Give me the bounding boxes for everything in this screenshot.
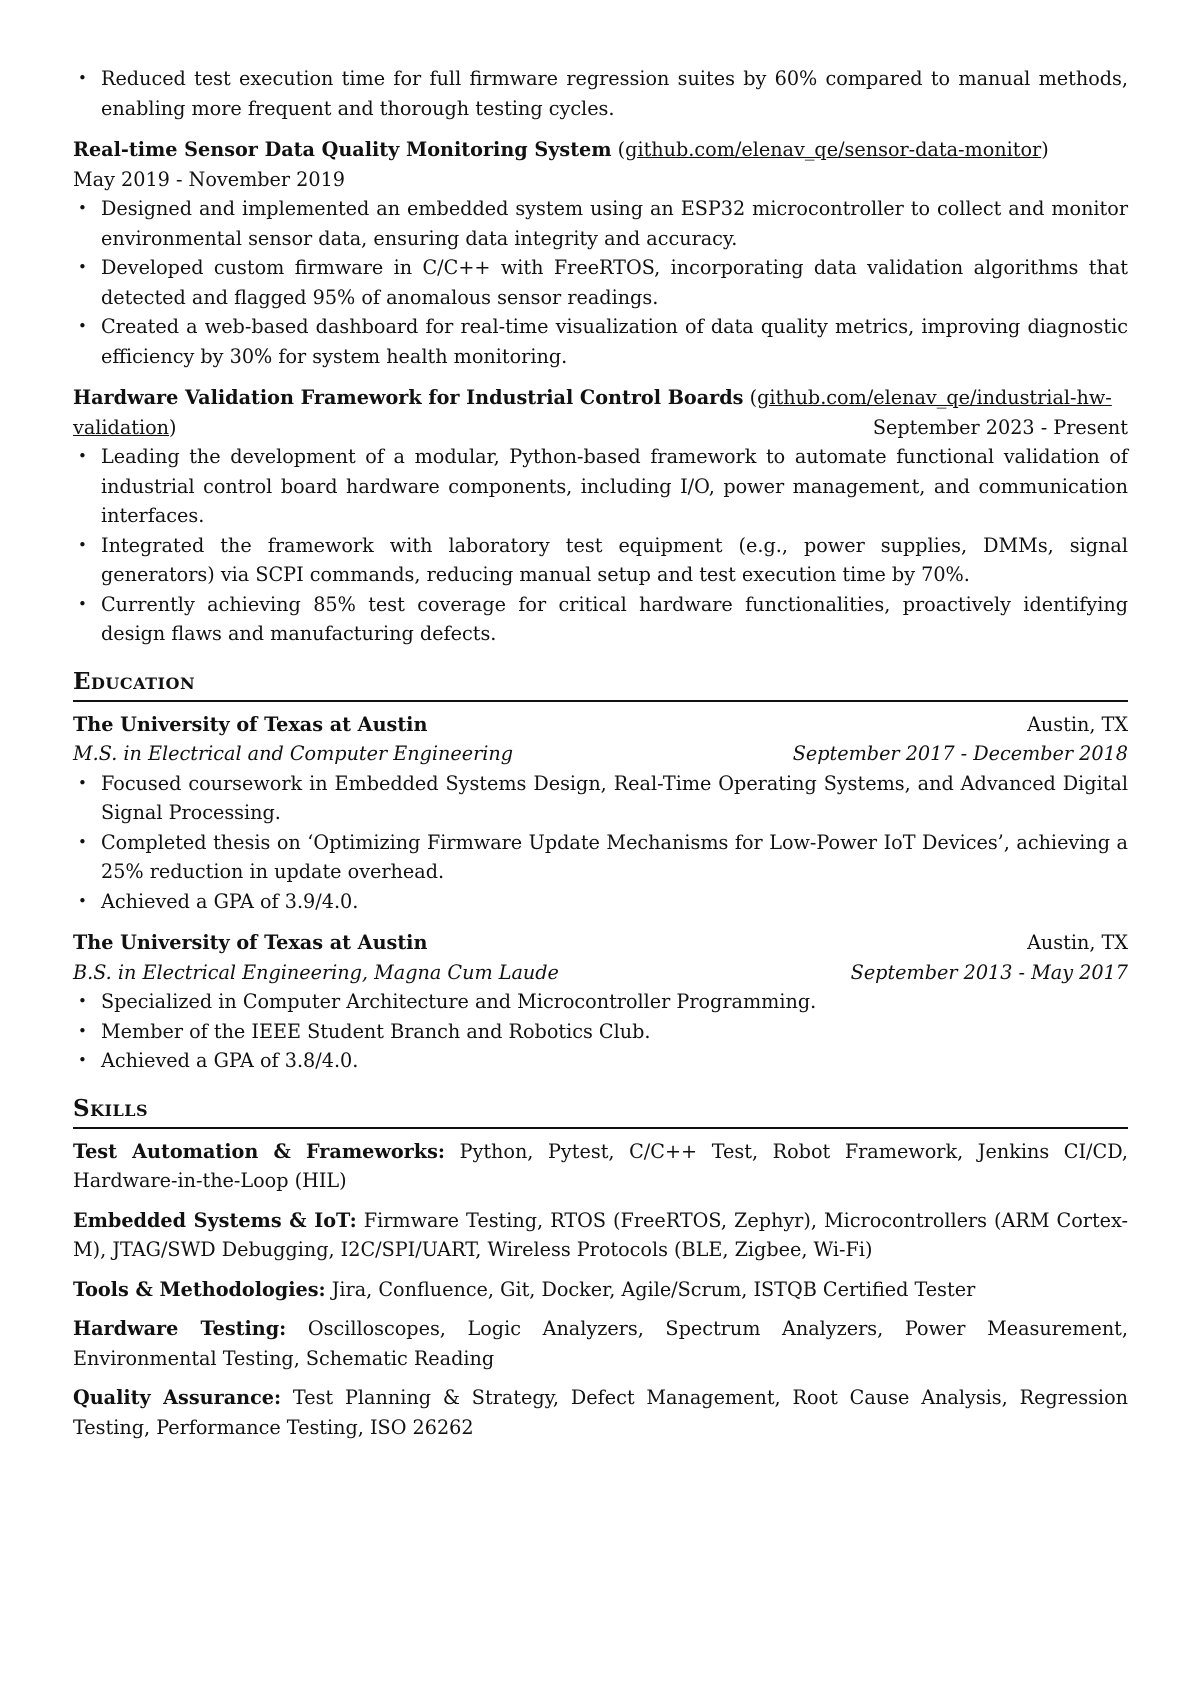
skill-label: Test Automation & Frameworks:	[73, 1139, 445, 1163]
skill-item	[73, 1275, 1128, 1305]
skill-label: Embedded Systems & IoT:	[73, 1208, 357, 1232]
skill-value: Oscilloscopes, Logic Analyzers, Spectrum Analyzers, Power Measurement, Environmental Testing, Schematic Reading	[73, 1317, 1128, 1370]
bullet-item: • Achieved a GPA of 3.9/4.0.	[73, 887, 1128, 917]
degree-dates: September 2013 - May 2017	[850, 960, 1128, 984]
skill-value: Jira, Confluence, Git, Docker, Agile/Scrum, ISTQB Certified Tester	[331, 1277, 976, 1301]
skill-item	[73, 1206, 1128, 1265]
education-entry	[73, 928, 1128, 1076]
bullet-item: • Integrated the framework with laboratory test equipment (e.g., power supplies, DMMs, signal generators) via SCPI commands, reducing manual setup and test execution time by 70%.	[73, 531, 1128, 590]
project-title: Real-time Sensor Data Quality Monitoring System	[73, 138, 612, 161]
school-location: Austin, TX	[1027, 931, 1128, 954]
education-entry	[73, 710, 1128, 917]
bullet-item: • Developed custom firmware in C/C++ with FreeRTOS, incorporating data validation algorithms that detected and flagged 95% of anomalous sensor readings.	[73, 253, 1128, 312]
bullet-item: • Reduced test execution time for full firmware regression suites by 60% compared to manual methods, enabling more frequent and thorough testing cycles.	[73, 64, 1128, 123]
project-bullets	[73, 442, 1128, 649]
degree-name: M.S. in Electrical and Computer Engineering	[73, 742, 514, 765]
project-link[interactable]: github.com/elenav_qe/industrial-hw-validation	[73, 386, 1112, 439]
education-bullets	[73, 987, 1128, 1076]
project-header	[73, 383, 1128, 442]
school-location: Austin, TX	[1027, 712, 1128, 736]
project-header	[73, 135, 1128, 165]
skill-item	[73, 1314, 1128, 1373]
education-row	[73, 928, 1128, 958]
skill-label: Hardware Testing:	[73, 1317, 287, 1340]
section-title-education: Education	[73, 667, 1128, 702]
skill-value: Test Planning & Strategy, Defect Management, Root Cause Analysis, Regression Testing, Performance Testing, ISO 26262	[73, 1386, 1128, 1439]
degree-row	[73, 958, 1128, 988]
education-bullets	[73, 769, 1128, 917]
project-dates: September 2023 - Present	[872, 415, 1128, 439]
project-sensor-monitor	[73, 135, 1128, 371]
bullet-item: • Member of the IEEE Student Branch and Robotics Club.	[73, 1017, 1128, 1047]
project-link-wrapper: (github.com/elenav_qe/sensor-data-monitor)	[617, 138, 1049, 161]
project-title: Hardware Validation Framework for Industrial Control Boards	[73, 386, 744, 409]
bullet-item: • Leading the development of a modular, Python-based framework to automate functional validation of industrial control board hardware components, including I/O, power management, and communication interfaces.	[73, 442, 1128, 531]
school-name: The University of Texas at Austin	[73, 931, 428, 954]
bullet-item: • Currently achieving 85% test coverage for critical hardware functionalities, proactively identifying design flaws and manufacturing defects.	[73, 590, 1128, 649]
skills-list	[73, 1137, 1128, 1443]
bullet-item: • Focused coursework in Embedded Systems Design, Real-Time Operating Systems, and Advanced Digital Signal Processing.	[73, 769, 1128, 828]
skill-label: Quality Assurance:	[73, 1386, 282, 1409]
skill-value: Firmware Testing, RTOS (FreeRTOS, Zephyr), Microcontrollers (ARM Cortex-M), JTAG/SWD Debugging, I2C/SPI/UART, Wireless Protocols (BLE, Zigbee, Wi-Fi)	[73, 1208, 1128, 1261]
school-name: The University of Texas at Austin	[73, 712, 428, 736]
degree-name: B.S. in Electrical Engineering, Magna Cum Laude	[73, 960, 559, 984]
skill-value: Python, Pytest, C/C++ Test, Robot Framework, Jenkins CI/CD, Hardware-in-the-Loop (HIL)	[73, 1139, 1128, 1192]
bullet-item: • Specialized in Computer Architecture and Microcontroller Programming.	[73, 987, 1128, 1017]
project-bullets	[73, 194, 1128, 371]
skill-item	[73, 1383, 1128, 1442]
previous-project-bullets	[73, 64, 1128, 123]
degree-row	[73, 739, 1128, 769]
project-link[interactable]: github.com/elenav_qe/sensor-data-monitor	[625, 138, 1042, 161]
resume-page	[73, 64, 1128, 1442]
bullet-item: • Completed thesis on ‘Optimizing Firmware Update Mechanisms for Low-Power IoT Devices’, achieving a 25% reduction in update overhead.	[73, 828, 1128, 887]
bullet-item: • Achieved a GPA of 3.8/4.0.	[73, 1046, 1128, 1076]
skill-item	[73, 1137, 1128, 1196]
project-dates: May 2019 - November 2019	[73, 167, 346, 191]
education-row	[73, 710, 1128, 740]
bullet-item: • Created a web-based dashboard for real-time visualization of data quality metrics, improving diagnostic efficiency by 30% for system health monitoring.	[73, 312, 1128, 371]
project-hw-validation	[73, 383, 1128, 649]
skill-label: Tools & Methodologies:	[73, 1277, 326, 1301]
section-title-skills: Skills	[73, 1094, 1128, 1129]
bullet-item: • Designed and implemented an embedded system using an ESP32 microcontroller to collect and monitor environmental sensor data, ensuring data integrity and accuracy.	[73, 194, 1128, 253]
project-link-wrapper: (github.com/elenav_qe/industrial-hw-validation)	[73, 386, 1112, 439]
degree-dates: September 2017 - December 2018	[792, 742, 1128, 765]
